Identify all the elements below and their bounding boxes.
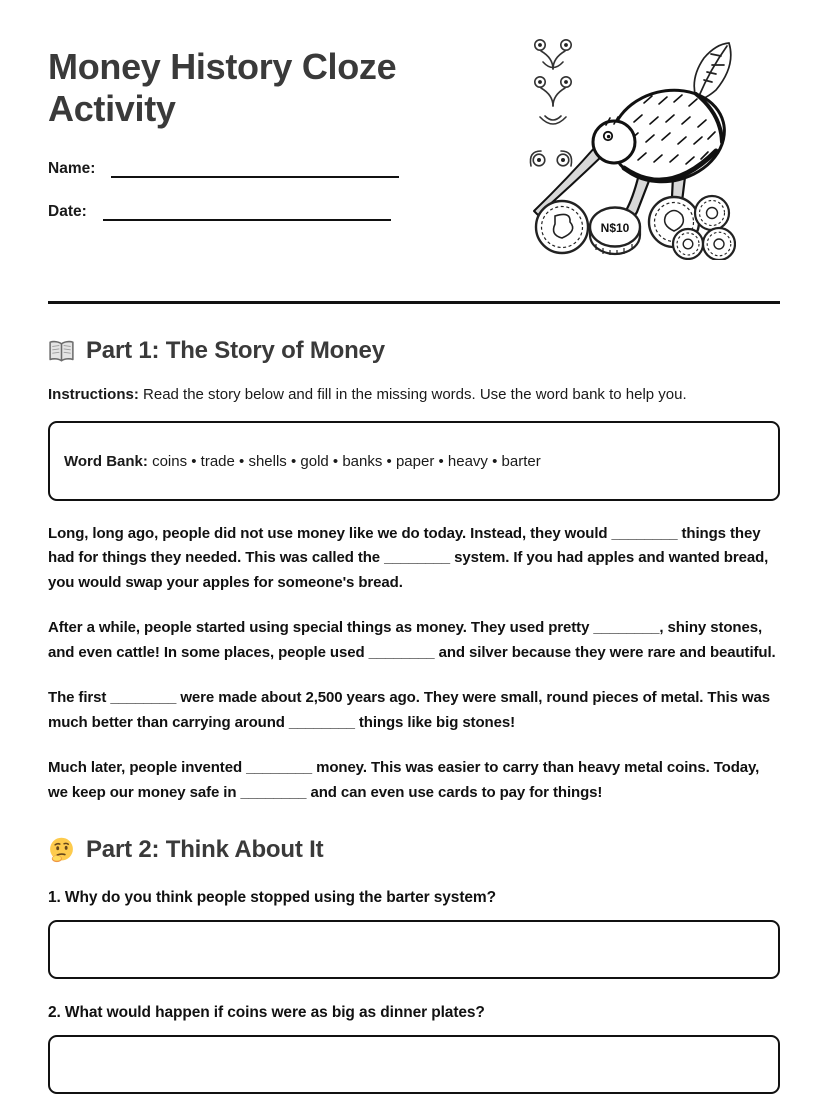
name-field-row <box>48 158 526 178</box>
part1-heading-text: Part 1: The Story of Money <box>86 337 385 364</box>
part2-heading <box>48 836 780 864</box>
word-bank-box <box>48 421 780 501</box>
date-label: Date: <box>48 202 87 220</box>
part2-heading-text: Part 2: Think About It <box>86 835 324 863</box>
part1-section <box>48 337 780 805</box>
name-write-line[interactable] <box>111 158 399 178</box>
instructions-label: Instructions: <box>48 386 139 403</box>
instructions <box>48 386 780 403</box>
story-paragraph-4: Much later, people invented ________ money. This was easier to carry than heavy metal coins. Today, we keep our money safe in ________ and can even use cards to pay for things! <box>48 759 760 801</box>
open-book-icon <box>48 339 75 364</box>
question-2: 2. What would happen if coins were as big as dinner plates? <box>48 1003 485 1021</box>
word-bank-words: coins • trade • shells • gold • banks • paper • heavy • barter <box>152 452 541 470</box>
date-write-line[interactable] <box>103 201 391 221</box>
name-label: Name: <box>48 159 96 177</box>
word-bank-label: Word Bank: <box>64 452 148 470</box>
koru-motifs-icon <box>530 40 571 166</box>
answer-box-2[interactable] <box>48 1035 780 1094</box>
story-paragraph-3: The first ________ were made about 2,500 years ago. They were small, round pieces of metal. This was much better than carrying around ________ things like big stones! <box>48 689 770 731</box>
page-title: Money History Cloze Activity <box>48 46 397 130</box>
story-paragraph-2: After a while, people started using special things as money. They used pretty ________, shiny stones, and even cattle! In some places, people used ________ and silver because they were rare and beautiful. <box>48 619 776 661</box>
part2-section <box>48 836 780 1094</box>
story-paragraph-1: Long, long ago, people did not use money like we do today. Instead, they would ________ things they had for things they needed. This was called the ________ system. If you had apples and wanted bread, you would swap your apples for someone's bread. <box>48 525 769 591</box>
kiwi-coins-illustration <box>526 32 736 265</box>
thinking-face-icon <box>48 836 75 863</box>
question-1: 1. Why do you think people stopped using the barter system? <box>48 888 496 906</box>
word-bank-content <box>64 453 541 470</box>
coin-denomination-text: N$10 <box>600 221 630 235</box>
header-left <box>48 0 526 221</box>
answer-box-1[interactable] <box>48 920 780 979</box>
part1-heading <box>48 337 780 365</box>
instructions-text: Read the story below and fill in the missing words. Use the word bank to help you. <box>143 386 687 403</box>
section-divider <box>48 301 780 304</box>
header <box>48 0 780 265</box>
date-field-row <box>48 201 526 221</box>
